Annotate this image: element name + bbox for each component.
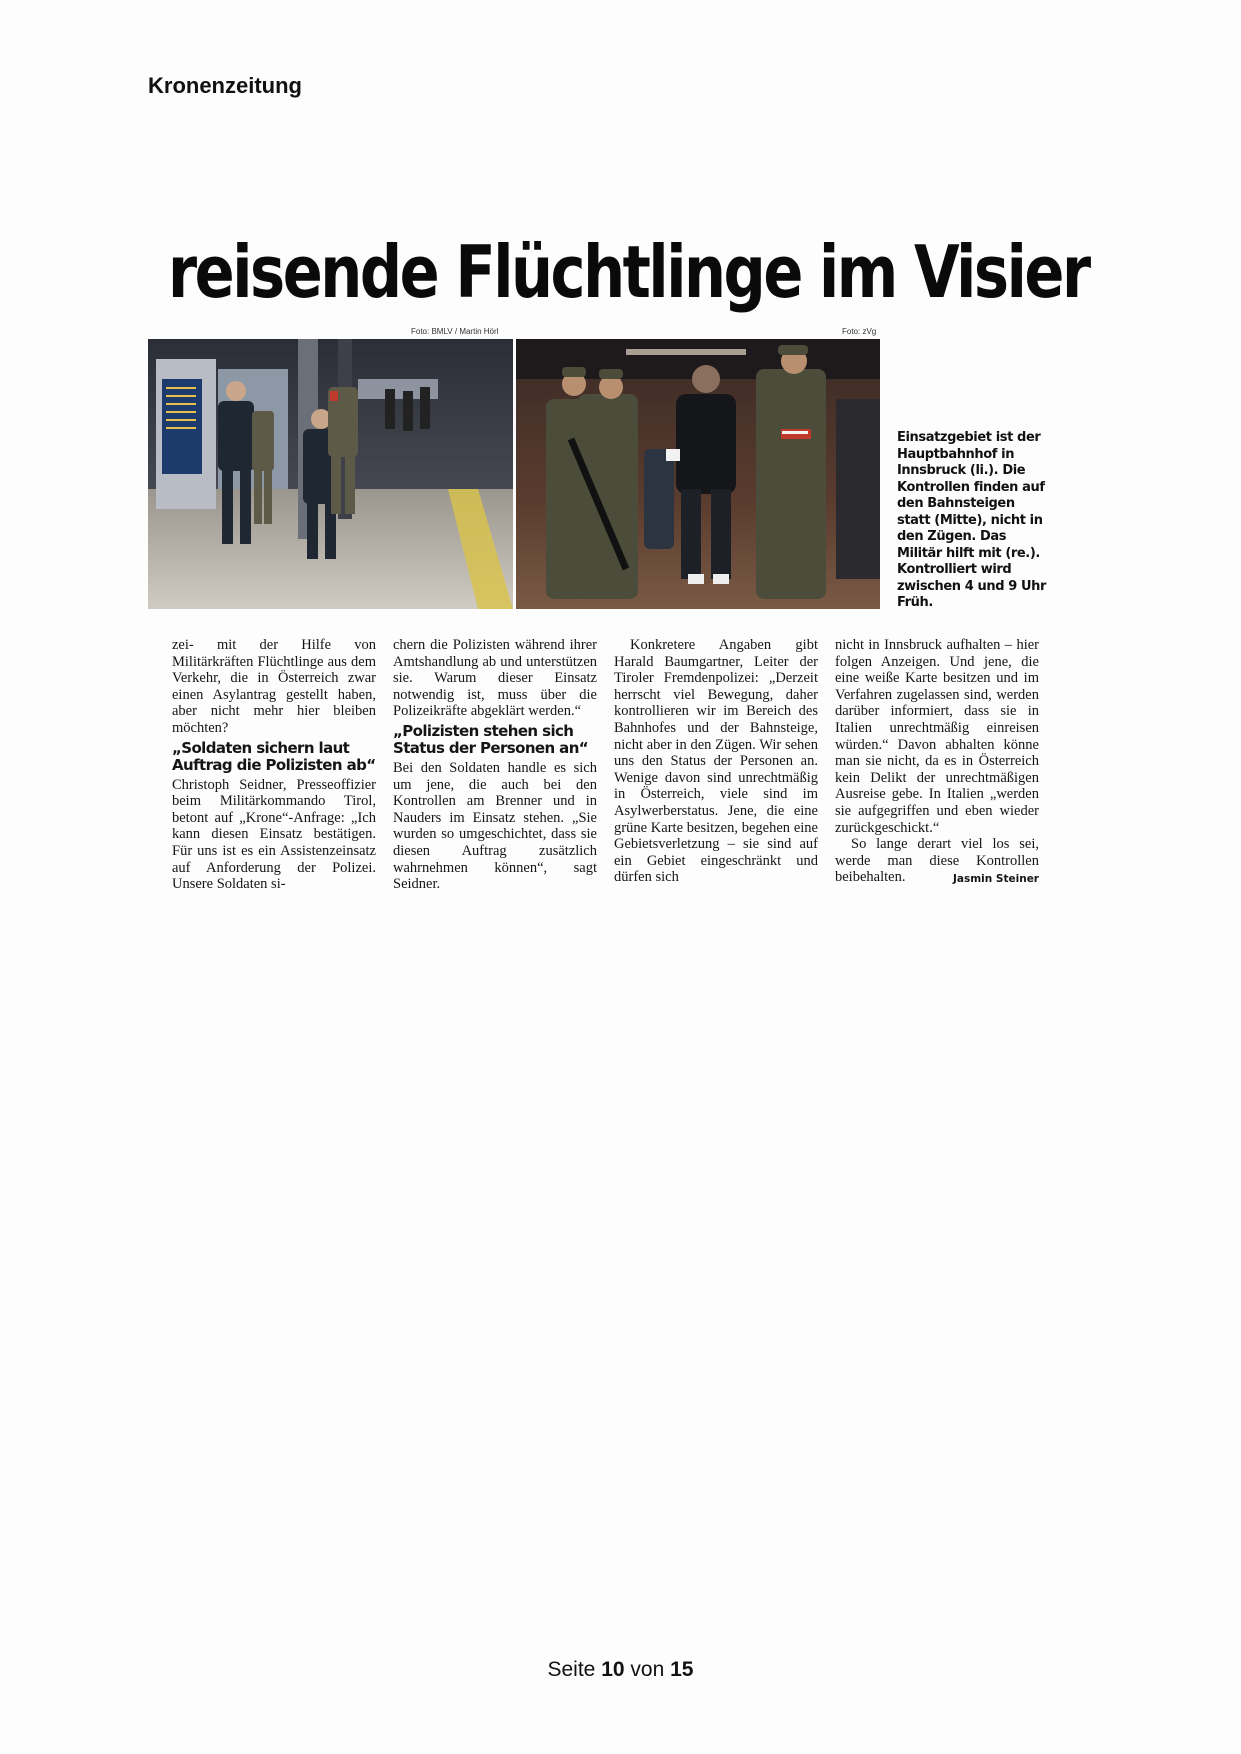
article-column-4: [835, 637, 1039, 888]
footer-prefix: Seite: [547, 1658, 596, 1681]
publication-name: Kronenzeitung: [148, 73, 302, 98]
paragraph: zei- mit der Hilfe von Militärkräften Flüchtlinge aus dem Verkehr, die in Österreich zwar einen Asylantrag gestellt haben, aber nicht mehr hier bleiben möchten?: [172, 637, 376, 736]
photo-platform-control: [516, 339, 880, 609]
closing-text: So lange derart viel los sei, werde man diese Kontrollen beibehalten.: [835, 836, 1039, 886]
paragraph: [835, 836, 1039, 886]
photo-station-hall: [148, 339, 513, 609]
page-footer: [0, 1658, 1241, 1682]
paragraph: nicht in Innsbruck aufhalten – hier folgen Anzeigen. Und jene, die eine weiße Karte besitzen und im Verfahren zugelassen sind, werden darüber informiert, dass sie in Italien unrechtmäßig einreisen würden.“ Davon abhalten könne man sie nicht, da es in Österreich kein Delikt der unrechtmäßigen Ausreise gebe. In Italien „werden sie aufgegriffen und eben wieder zurückgeschickt.“: [835, 637, 1039, 836]
subheading: „Soldaten sichern laut Auftrag die Polizisten ab“: [172, 738, 376, 774]
current-page-number: 10: [601, 1658, 625, 1681]
photo-credit-right: Foto: zVg: [842, 327, 877, 336]
paragraph: Konkretere Angaben gibt Harald Baumgartner, Leiter der Tiroler Fremdenpolizei: „Derzeit herrscht viel Bewegung, daher kontrollieren wir im Bereich des Bahnhofes und der Bahnsteige, nicht aber in den Zügen. Wir sehen uns den Status der Personen an. Wenige davon sind unrechtmäßig in Österreich, viele sind im Asylwerberstatus. Jene, die eine grüne Karte besitzen, begehen eine Gebietsverletzung – sie sind auf ein Gebiet eingeschränkt und dürfen sich: [614, 637, 818, 886]
article-column-2: [393, 637, 597, 893]
article-column-1: [172, 637, 376, 893]
paragraph: Bei den Soldaten handle es sich um jene, die auch bei den Kontrollen am Brenner und in Nauders im Einsatz stehen. „Sie wurden so umgeschichtet, dass sie diesen Auftrag zusätzlich wahrnehmen können“, sagt Seidner.: [393, 759, 597, 893]
total-page-count: 15: [670, 1658, 694, 1681]
photo-caption: Einsatzgebiet ist der Hauptbahnhof in Innsbruck (li.). Die Kontrollen finden auf den Bahnsteigen statt (Mitte), nicht in den Zügen. Das Militär hilft mit (re.). Kontrolliert wird zwischen 4 und 9 Uhr Früh.: [897, 430, 1047, 610]
author-byline: Jasmin Steiner: [953, 873, 1039, 886]
photo-credit-left: Foto: BMLV / Martin Hörl: [411, 327, 499, 336]
footer-middle: von: [630, 1658, 665, 1681]
subheading: „Polizisten stehen sich Status der Personen an“: [393, 721, 589, 757]
article-column-3: [614, 637, 818, 886]
paragraph: Christoph Seidner, Presseoffizier beim Militärkommando Tirol, betont auf „Krone“-Anfrage: „Ich kann diesen Einsatz bestätigen. Für uns ist es ein Assistenzeinsatz auf Anforderung der Polizei. Unsere Soldaten si-: [172, 776, 376, 893]
paragraph: chern die Polizisten während ihrer Amtshandlung ab und unterstützen sie. Warum dieser Einsatz notwendig ist, muss über die Polizeikräfte abgeklärt werden.“: [393, 637, 597, 720]
article-headline: reisende Flüchtlinge im Visier: [168, 230, 1089, 314]
